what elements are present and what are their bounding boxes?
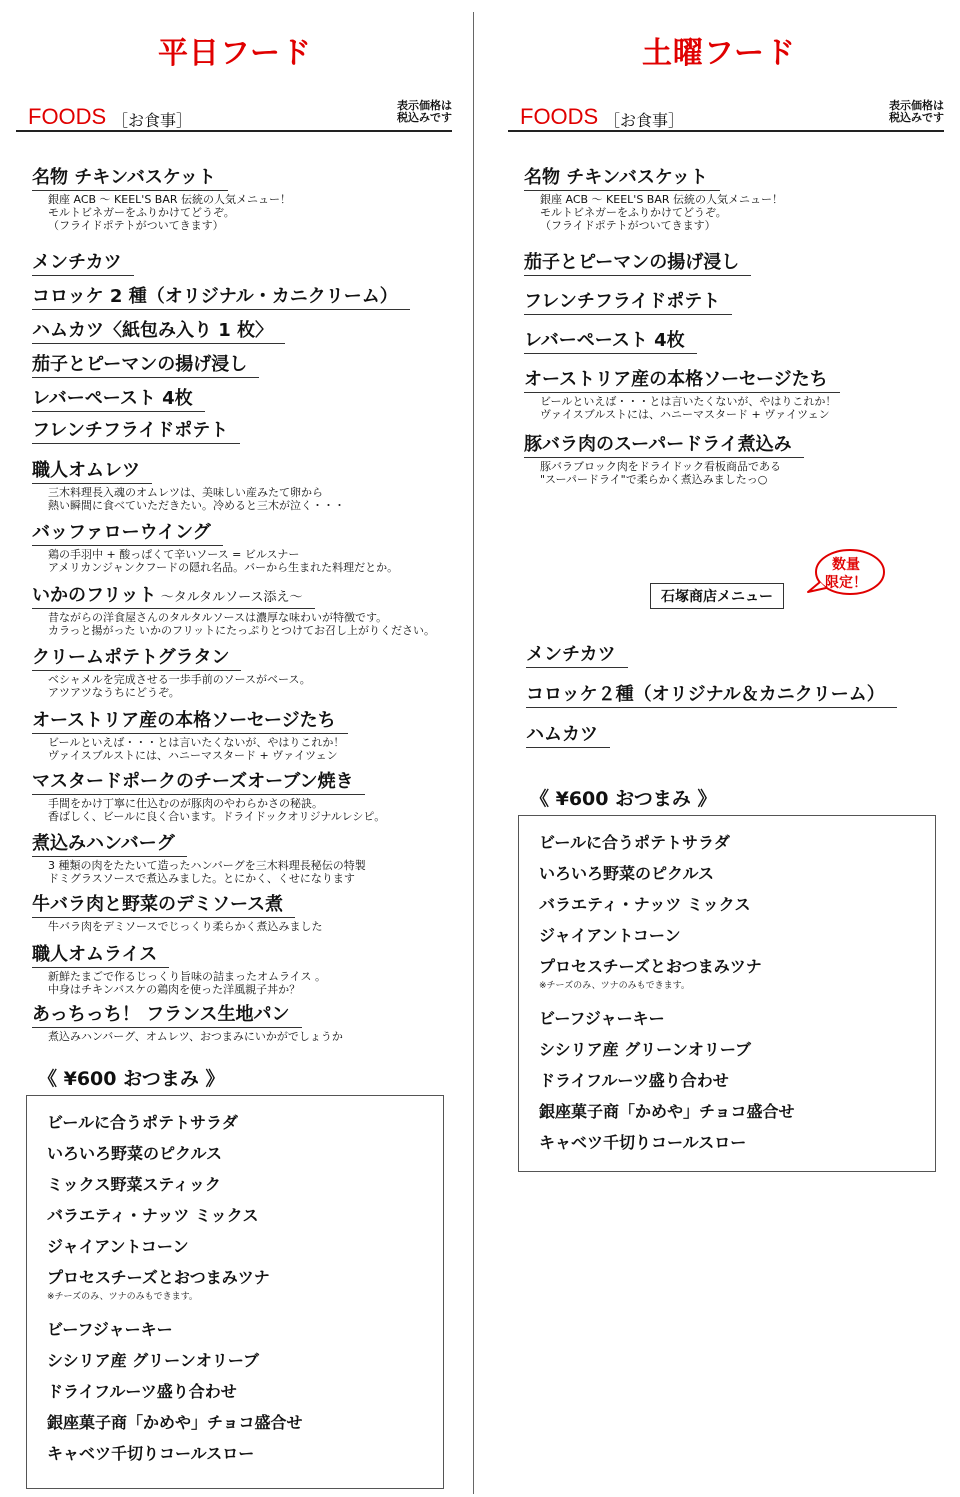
menu-item [32, 581, 435, 637]
otsumami-title: 《 ¥600 おつまみ 》 [530, 788, 717, 810]
menu-item [526, 680, 897, 708]
menu-item-name: 茄子とピーマンの揚げ浸し [32, 350, 259, 378]
menu-item [32, 767, 385, 823]
otsumami-item: ビールに合うポテトサラダ [539, 833, 730, 852]
menu-item-name: コロッケ２種（オリジナル＆カニクリーム） [526, 680, 897, 708]
menu-item-description: 銀座 ACB ～ KEEL'S BAR 伝統の人気メニュー！ モルトビネガーをふりかけてどうぞ。 （フライドポテトがついてきます） [540, 193, 784, 232]
menu-item-name: レバーペースト 4枚 [524, 326, 697, 354]
otsumami-item: ドライフルーツ盛り合わせ [539, 1071, 729, 1090]
foods-jp-label: ［お食事］ [112, 111, 193, 130]
saturday-title: 土曜フード [641, 36, 797, 71]
otsumami-item: バラエティ・ナッツ ミックス [539, 895, 751, 914]
otsumami-item: ビーフジャーキー [539, 1009, 665, 1028]
menu-item [32, 1000, 343, 1043]
menu-item-description: ビールといえば・・・とは言いたくないが、やはりこれか！ ヴァイスブルストには、ハニーマスタード + ヴァイツェン [540, 395, 837, 421]
foods-jp-label: ［お食事］ [604, 111, 685, 130]
shop-menu-label: 石塚商店メニュー [650, 583, 784, 609]
menu-item [32, 282, 410, 310]
menu-item-name: 名物 チキンバスケット [524, 163, 720, 191]
menu-item-name: いかのフリット ～タルタルソース添え～ [32, 581, 315, 609]
menu-item [524, 430, 804, 486]
foods-header [16, 99, 452, 132]
otsumami-box [26, 1095, 444, 1489]
otsumami-note: ※チーズのみ、ツナのみもできます。 [539, 981, 690, 991]
menu-item-description: 3 種類の肉をたたいて造ったハンバーグを三木料理長秘伝の特製 ドミグラスソースで煮込みました。とにかく、くせになります [48, 859, 366, 885]
menu-item-name: ハムカツ [526, 720, 610, 748]
menu-item [32, 248, 134, 276]
price-note: 表示価格は 税込みです [397, 99, 452, 124]
menu-item [32, 350, 259, 378]
otsumami-item: ジャイアントコーン [47, 1237, 189, 1256]
otsumami-item: ビールに合うポテトサラダ [47, 1113, 238, 1132]
menu-item-name: フレンチフライドポテト [32, 416, 240, 444]
otsumami-item: キャベツ千切りコールスロー [47, 1444, 255, 1463]
menu-item-name: 職人オムレツ [32, 456, 152, 484]
otsumami-title: 《 ¥600 おつまみ 》 [38, 1068, 225, 1090]
menu-item-name: コロッケ 2 種（オリジナル・カニクリーム） [32, 282, 410, 310]
menu-item-name: メンチカツ [32, 248, 134, 276]
menu-item-name: クリームポテトグラタン [32, 643, 241, 671]
menu-item [32, 518, 398, 574]
menu-item-name: ハムカツ〈紙包み入り 1 枚〉 [32, 316, 285, 344]
menu-item [526, 720, 610, 748]
menu-item-description: ベシャメルを完成させる一歩手前のソースがベース。 アツアツなうちにどうぞ。 [48, 673, 311, 699]
menu-item-name: 牛バラ肉と野菜のデミソース煮 [32, 890, 295, 918]
column-divider [473, 12, 474, 1494]
otsumami-item: いろいろ野菜のピクルス [47, 1144, 223, 1163]
menu-item-description: 煮込みハンバーグ、オムレツ、おつまみにいかがでしょうか [48, 1030, 343, 1043]
menu-item [32, 384, 205, 412]
menu-item-name: フレンチフライドポテト [524, 287, 732, 315]
otsumami-item: ジャイアントコーン [539, 926, 681, 945]
otsumami-item: シシリア産 グリーンオリーブ [47, 1351, 260, 1370]
otsumami-box [518, 815, 936, 1172]
limited-quantity-text: 数量 限定！ [825, 557, 867, 591]
menu-item-name: あっちっち！ フランス生地パン [32, 1000, 302, 1028]
menu-item [32, 416, 240, 444]
menu-item-name: メンチカツ [526, 640, 628, 668]
menu-item [32, 890, 322, 933]
menu-item-name: バッファローウイング [32, 518, 223, 546]
otsumami-item: シシリア産 グリーンオリーブ [539, 1040, 752, 1059]
otsumami-item: ドライフルーツ盛り合わせ [47, 1382, 237, 1401]
menu-item-description: 手間をかけ丁寧に仕込むのが豚肉のやわらかさの秘訣。 香ばしく、ビールに良く合います。ドライドックオリジナルレシピ。 [48, 797, 386, 823]
menu-item-description: 新鮮たまごで作るじっくり旨味の詰まったオムライス 。 中身はチキンバスケの鶏肉を使った洋風親子丼か？ [48, 970, 327, 996]
otsumami-item: いろいろ野菜のピクルス [539, 864, 715, 883]
menu-item-description: 豚バラブロック肉をドライドック看板商品である "スーパードライ"で柔らかく煮込みましたっ○ [540, 460, 782, 486]
otsumami-item: プロセスチーズとおつまみツナ [47, 1268, 270, 1287]
menu-item-name: 茄子とピーマンの揚げ浸し [524, 248, 751, 276]
menu-item [32, 829, 366, 885]
menu-item-description: 牛バラ肉をデミソースでじっくり柔らかく煮込みました [48, 920, 323, 933]
menu-item-description: 鶏の手羽中 + 酸っぱくて辛いソース = ビルスナー アメリカンジャンクフードの隠れ名品。バーから生まれた料理だとか。 [48, 548, 399, 574]
menu-item [524, 287, 732, 315]
menu-item-description: ビールといえば・・・とは言いたくないが、やはりこれか！ ヴァイスブルストには、ハニーマスタード + ヴァイツェン [48, 736, 345, 762]
otsumami-item: ミックス野菜スティック [47, 1175, 221, 1194]
menu-item [524, 326, 697, 354]
menu-item-description: 昔ながらの洋食屋さんのタルタルソースは濃厚な味わいが特徴です。 カラっと揚がった いかのフリットにたっぷりとつけてお召し上がりください。 [48, 611, 435, 637]
menu-item [524, 248, 751, 276]
otsumami-item: プロセスチーズとおつまみツナ [539, 957, 762, 976]
menu-item [32, 706, 348, 762]
menu-item [524, 163, 783, 232]
menu-item-name: レバーペースト 4枚 [32, 384, 205, 412]
menu-item-description: 三木料理長入魂のオムレツは、美味しい産みたて卵から 熱い瞬間に食べていただきたい。冷めると三木が泣く・・・ [48, 486, 345, 512]
price-note: 表示価格は 税込みです [889, 99, 944, 124]
menu-item-name: 豚バラ肉のスーパードライ煮込み [524, 430, 804, 458]
foods-word: FOODS [28, 104, 107, 129]
otsumami-item: キャベツ千切りコールスロー [539, 1133, 747, 1152]
otsumami-note: ※チーズのみ、ツナのみもできます。 [47, 1292, 198, 1302]
otsumami-item: ビーフジャーキー [47, 1320, 173, 1339]
foods-word: FOODS [520, 104, 599, 129]
menu-item [32, 456, 345, 512]
menu-item [526, 640, 628, 668]
menu-item-description: 銀座 ACB ～ KEEL'S BAR 伝統の人気メニュー！ モルトビネガーをふりかけてどうぞ。 （フライドポテトがついてきます） [48, 193, 292, 232]
menu-item-name: マスタードポークのチーズオーブン焼き [32, 767, 365, 795]
menu-item [32, 316, 285, 344]
menu-item [32, 940, 326, 996]
otsumami-item: バラエティ・ナッツ ミックス [47, 1206, 259, 1225]
foods-header [508, 99, 944, 132]
menu-item [32, 163, 291, 232]
menu-item-name: オーストリア産の本格ソーセージたち [524, 365, 840, 393]
otsumami-item: 銀座菓子商「かめや」チョコ盛合せ [47, 1413, 303, 1432]
weekday-title: 平日フード [157, 36, 313, 71]
menu-item-subtitle: ～タルタルソース添え～ [156, 590, 303, 605]
menu-item-name: 煮込みハンバーグ [32, 829, 187, 857]
menu-item [32, 643, 311, 699]
menu-item-name: 名物 チキンバスケット [32, 163, 228, 191]
menu-item [524, 365, 840, 421]
menu-item-name: 職人オムライス [32, 940, 169, 968]
menu-item-name: オーストリア産の本格ソーセージたち [32, 706, 348, 734]
otsumami-item: 銀座菓子商「かめや」チョコ盛合せ [539, 1102, 795, 1121]
